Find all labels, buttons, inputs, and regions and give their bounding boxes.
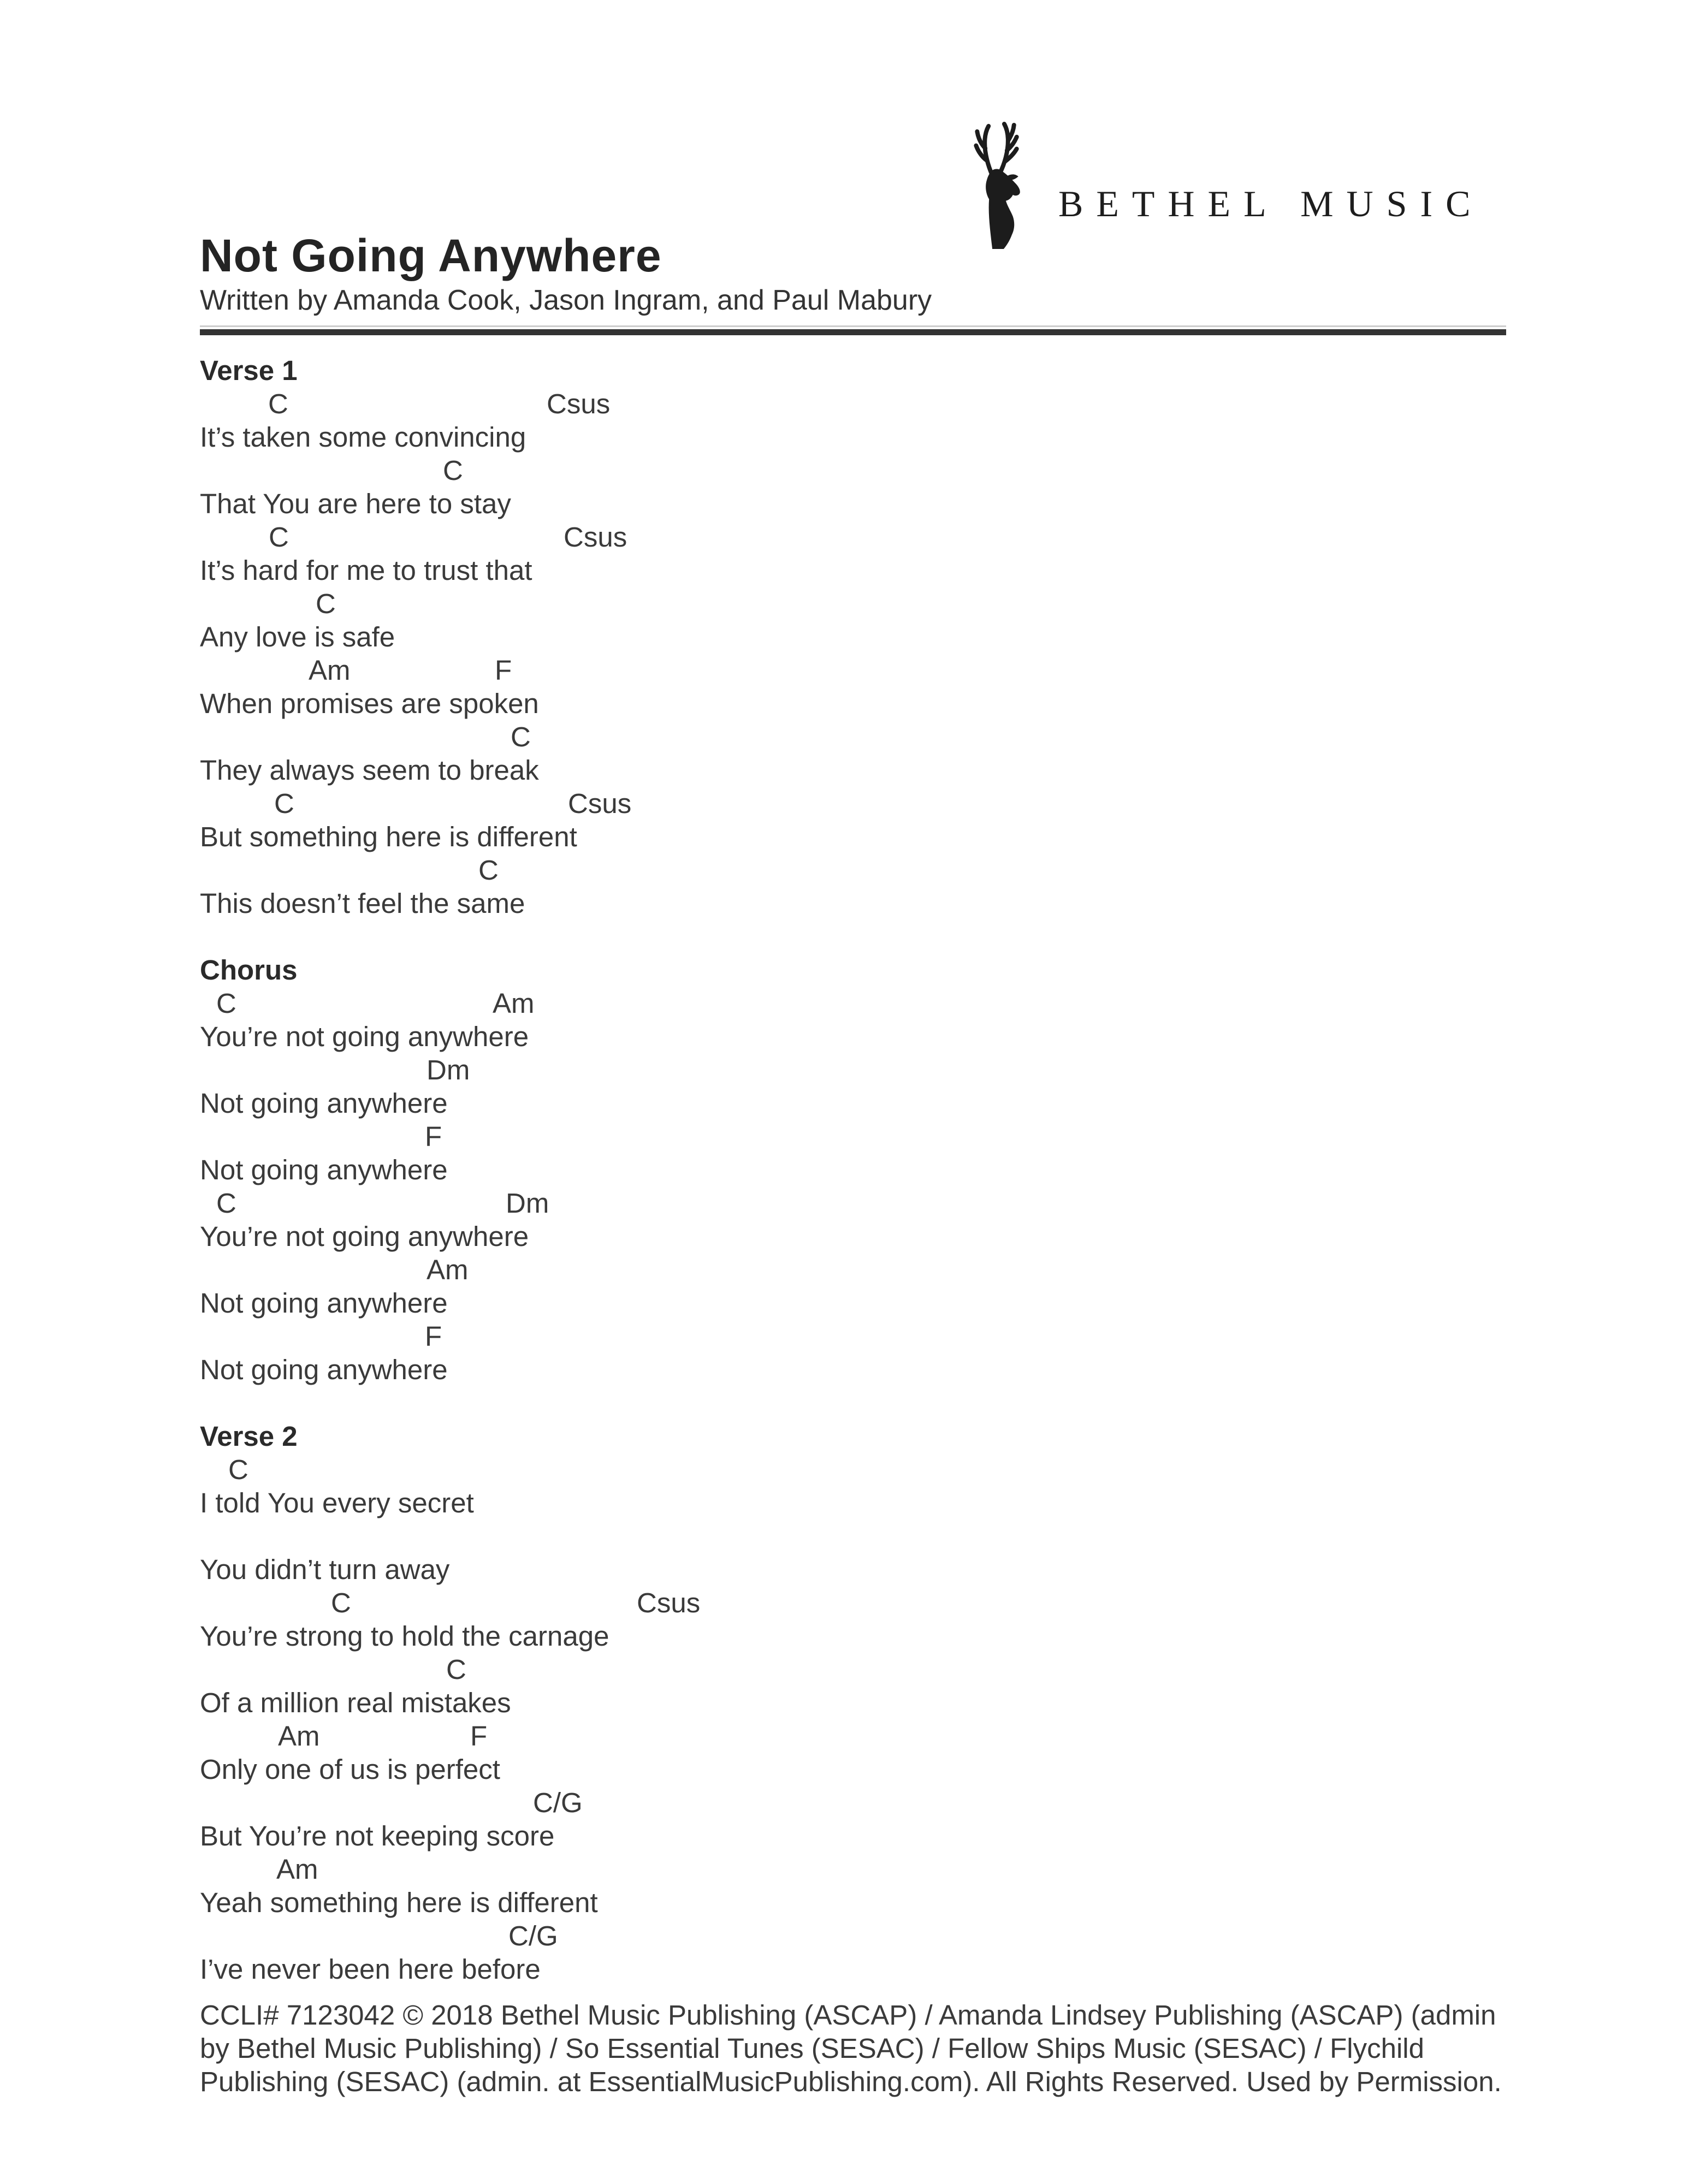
chord-row <box>200 520 1511 554</box>
chord-row <box>200 387 1511 420</box>
chord-row <box>200 720 1511 753</box>
lyric-line: They always seem to break <box>200 755 539 786</box>
chord: F <box>495 655 512 686</box>
section-chorus <box>200 953 1511 1386</box>
chord-row <box>200 1120 1511 1153</box>
section-verse-1 <box>200 354 1511 920</box>
lyric-line: Of a million real mistakes <box>200 1687 511 1718</box>
chord: Dm <box>506 1188 549 1219</box>
divider-rule <box>200 325 1506 335</box>
chord: C <box>478 854 499 886</box>
chord-row <box>200 1786 1511 1819</box>
lyric-line: Not going anywhere <box>200 1154 448 1185</box>
chord-row <box>200 1719 1511 1753</box>
bethel-music-logo <box>957 119 1483 249</box>
chord: C <box>274 788 294 819</box>
section-label: Chorus <box>200 954 298 986</box>
lyric-line: That You are here to stay <box>200 488 511 519</box>
chord-row <box>200 1853 1511 1886</box>
chord-row <box>200 853 1511 887</box>
chord-row <box>200 1053 1511 1087</box>
chord-row <box>200 1520 1511 1553</box>
lyric-line: But You’re not keeping score <box>200 1820 555 1851</box>
chord: C <box>316 588 336 619</box>
chord: C <box>216 988 236 1019</box>
chord: C <box>511 721 531 752</box>
chord: F <box>425 1321 442 1352</box>
song-credits: Written by Amanda Cook, Jason Ingram, and Paul Mabury <box>200 284 932 316</box>
song-title: Not Going Anywhere <box>200 230 662 281</box>
brand-name: BETHEL MUSIC <box>1058 183 1484 224</box>
chord: Dm <box>427 1054 470 1085</box>
chord: C <box>331 1587 351 1618</box>
chord: Csus <box>564 521 627 553</box>
chord: C <box>269 521 289 553</box>
chord: Am <box>427 1254 469 1285</box>
chord-row <box>200 1653 1511 1686</box>
chord: Csus <box>637 1587 701 1618</box>
chord-row <box>200 987 1511 1020</box>
lyric-line: You’re strong to hold the carnage <box>200 1621 609 1652</box>
lyric-line: Only one of us is perfect <box>200 1754 500 1785</box>
chord-row <box>200 454 1511 487</box>
chord-row <box>200 787 1511 820</box>
chord: Am <box>276 1854 318 1885</box>
section-label: Verse 2 <box>200 1421 298 1452</box>
chord: C/G <box>508 1920 558 1951</box>
chord: C <box>216 1188 236 1219</box>
chord: C <box>443 455 463 486</box>
chord: Csus <box>568 788 632 819</box>
chord-row <box>200 654 1511 687</box>
lyric-line: I told You every secret <box>200 1487 474 1518</box>
chord-row <box>200 1253 1511 1286</box>
lyric-line: You’re not going anywhere <box>200 1021 529 1052</box>
chord-row <box>200 1453 1511 1486</box>
chord: Am <box>493 988 535 1019</box>
chord: F <box>425 1121 442 1152</box>
lyric-line: Yeah something here is different <box>200 1887 598 1918</box>
chord: C <box>228 1454 248 1485</box>
lyric-line: When promises are spoken <box>200 688 539 719</box>
chord-row <box>200 1919 1511 1952</box>
chord-row <box>200 1586 1511 1619</box>
lyric-line: But something here is different <box>200 821 577 852</box>
chord-row <box>200 1320 1511 1353</box>
chord: F <box>470 1720 488 1752</box>
lyric-line: Any love is safe <box>200 621 395 652</box>
section-label: Verse 1 <box>200 355 298 386</box>
chord: Am <box>278 1720 320 1752</box>
chord: C/G <box>533 1787 583 1818</box>
lyric-line: Not going anywhere <box>200 1287 448 1319</box>
chord-row <box>200 1186 1511 1220</box>
lyric-line: You didn’t turn away <box>200 1554 450 1585</box>
song-body <box>200 354 1511 1986</box>
lyric-line: This doesn’t feel the same <box>200 888 525 919</box>
lyric-line: I’ve never been here before <box>200 1954 541 1985</box>
lyric-line: You’re not going anywhere <box>200 1221 529 1252</box>
chord: Csus <box>547 388 611 419</box>
lyric-line: Not going anywhere <box>200 1088 448 1119</box>
lyric-line: It’s hard for me to trust that <box>200 555 532 586</box>
chord: Am <box>309 655 351 686</box>
deer-head-icon <box>957 119 1042 249</box>
section-verse-2 <box>200 1420 1511 1986</box>
copyright-notice: CCLI# 7123042 © 2018 Bethel Music Publishing (ASCAP) / Amanda Lindsey Publishing (ASCAP) (admin by Bethel Music Publishing) / So Essential Tunes (SESAC) / Fellow Ships Music (SESAC) / Flychild Publishing (SESAC) (admin. at EssentialMusicPublishing.com). All Rights Reserved. Used by Permission. <box>200 1999 1502 2097</box>
lyric-line: It’s taken some convincing <box>200 422 526 453</box>
chord: C <box>446 1654 466 1685</box>
chord-row <box>200 587 1511 620</box>
lyric-line: Not going anywhere <box>200 1354 448 1385</box>
chord: C <box>268 388 288 419</box>
